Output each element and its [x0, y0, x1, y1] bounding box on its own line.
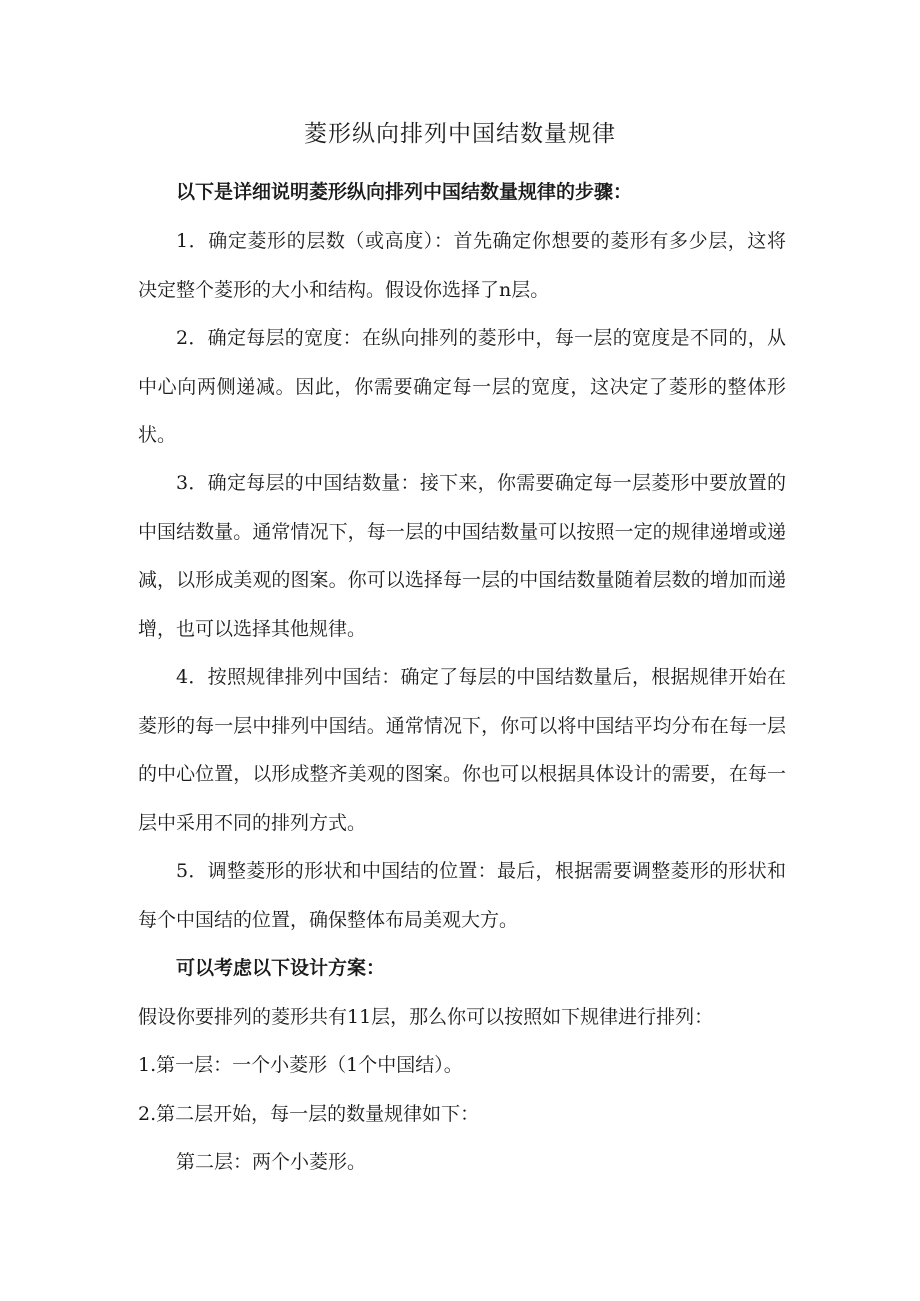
- design-intro-paragraph: 假设你要排列的菱形共有11层，那么你可以按照如下规律进行排列：: [138, 1006, 714, 1028]
- step-2-paragraph: 2．确定每层的宽度：在纵向排列的菱形中，每一层的宽度是不同的，从中心向两侧递减。因此，你需要确定每一层的宽度，这决定了菱形的整体形状。: [138, 327, 786, 446]
- step-5-paragraph: 5．调整菱形的形状和中国结的位置：最后，根据需要调整菱形的形状和每个中国结的位置，确保整体布局美观大方。: [138, 860, 786, 931]
- step-1-paragraph: 1．确定菱形的层数（或高度）：首先确定你想要的菱形有多少层，这将决定整个菱形的大小和结构。假设你选择了n层。: [138, 230, 786, 301]
- intro-paragraph: 以下是详细说明菱形纵向排列中国结数量规律的步骤：: [176, 181, 633, 203]
- layer-2-paragraph: 第二层：两个小菱形。: [176, 1151, 367, 1173]
- document-title: 菱形纵向排列中国结数量规律: [304, 121, 616, 147]
- rule-2-paragraph: 2.第二层开始，每一层的数量规律如下：: [138, 1103, 480, 1125]
- rule-1-paragraph: 1.第一层：一个小菱形（1个中国结）。: [138, 1054, 463, 1076]
- step-3-paragraph: 3．确定每层的中国结数量：接下来，你需要确定每一层菱形中要放置的中国结数量。通常情况下，每一层的中国结数量可以按照一定的规律递增或递减，以形成美观的图案。你可以选择每一层的中国结数量随着层数的增加而递增，也可以选择其他规律。: [138, 472, 786, 640]
- step-4-paragraph: 4．按照规律排列中国结：确定了每层的中国结数量后，根据规律开始在菱形的每一层中排列中国结。通常情况下，你可以将中国结平均分布在每一层的中心位置，以形成整齐美观的图案。你也可以根据具体设计的需要，在每一层中采用不同的排列方式。: [138, 666, 786, 834]
- design-heading: 可以考虑以下设计方案：: [176, 957, 386, 979]
